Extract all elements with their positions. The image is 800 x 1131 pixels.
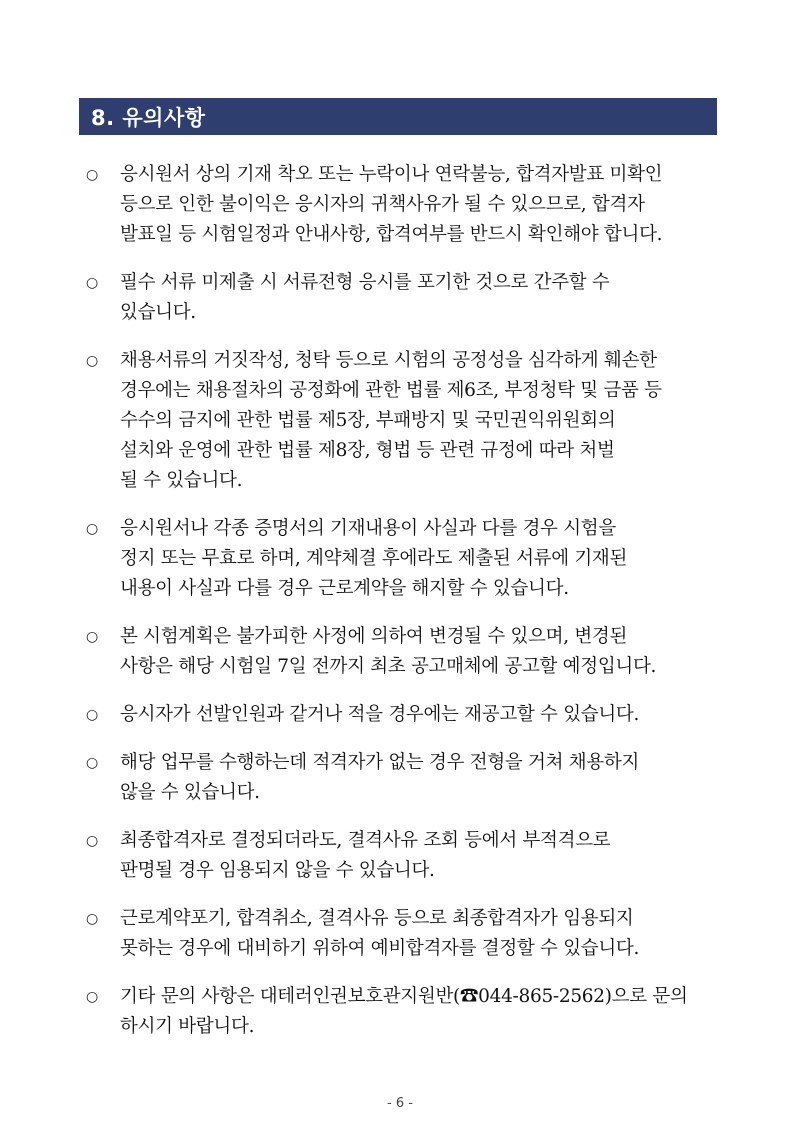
note-text-line: 않을 수 있습니다.: [120, 782, 260, 803]
note-text-line: 정지 또는 무효로 하며, 계약체결 후에라도 제출된 서류에 기재된: [120, 548, 628, 569]
circle-bullet-icon: ○: [86, 911, 99, 927]
note-item: [86, 160, 726, 250]
note-item: [86, 826, 726, 886]
note-text-line: 응시자가 선발인원과 같거나 적을 경우에는 재공고할 수 있습니다.: [120, 704, 640, 725]
note-item: [86, 268, 726, 328]
circle-bullet-icon: ○: [86, 167, 99, 183]
note-item: [86, 982, 726, 1042]
note-text-line: 있습니다.: [120, 302, 196, 323]
circle-bullet-icon: ○: [86, 353, 99, 369]
circle-bullet-icon: ○: [86, 989, 99, 1005]
section-header-bar: [79, 98, 717, 135]
note-text-line: 발표일 등 시험일정과 안내사항, 합격여부를 반드시 확인해야 합니다.: [120, 224, 663, 245]
note-text-line: 내용이 사실과 다를 경우 근로계약을 해지할 수 있습니다.: [120, 578, 569, 599]
note-text-line: 해당 업무를 수행하는데 적격자가 없는 경우 전형을 거쳐 채용하지: [120, 752, 640, 773]
circle-bullet-icon: ○: [86, 275, 99, 291]
note-item: [86, 514, 726, 604]
circle-bullet-icon: ○: [86, 521, 99, 537]
circle-bullet-icon: ○: [86, 707, 99, 723]
note-text-line: 필수 서류 미제출 시 서류전형 응시를 포기한 것으로 간주할 수: [120, 272, 610, 293]
note-text-line: 응시원서나 각종 증명서의 기재내용이 사실과 다를 경우 시험을: [120, 518, 616, 539]
note-text-line: 응시원서 상의 기재 착오 또는 누락이나 연락불능, 합격자발표 미확인: [120, 164, 663, 185]
note-item: [86, 622, 726, 682]
note-text-line: 못하는 경우에 대비하기 위하여 예비합격자를 결정할 수 있습니다.: [120, 938, 640, 959]
circle-bullet-icon: ○: [86, 755, 99, 771]
circle-bullet-icon: ○: [86, 833, 99, 849]
note-text-line: 하시기 바랍니다.: [120, 1016, 255, 1037]
notes-list: [86, 160, 726, 1060]
note-text-line: 될 수 있습니다.: [120, 470, 243, 491]
note-text-line: 경우에는 채용절차의 공정화에 관한 법률 제6조, 부정청탁 및 금품 등: [120, 380, 662, 401]
note-item: [86, 346, 726, 496]
note-text-line: 사항은 해당 시험일 7일 전까지 최초 공고매체에 공고할 예정입니다.: [120, 656, 657, 677]
note-text-line: 기타 문의 사항은 대테러인권보호관지원반(☎044-865-2562)으로 문의: [120, 986, 688, 1007]
page-number: - 6 -: [387, 1096, 413, 1111]
note-text-line: 채용서류의 거짓작성, 청탁 등으로 시험의 공정성을 심각하게 훼손한: [120, 350, 657, 371]
note-text-line: 등으로 인한 불이익은 응시자의 귀책사유가 될 수 있으므로, 합격자: [120, 194, 645, 215]
note-text-line: 근로계약포기, 합격취소, 결격사유 등으로 최종합격자가 임용되지: [120, 908, 634, 929]
note-text-line: 본 시험계획은 불가피한 사정에 의하여 변경될 수 있으며, 변경된: [120, 626, 628, 647]
note-text-line: 수수의 금지에 관한 법률 제5장, 부패방지 및 국민권익위원회의: [120, 410, 616, 431]
note-item: [86, 748, 726, 808]
note-item: [86, 904, 726, 964]
note-item: [86, 700, 726, 730]
circle-bullet-icon: ○: [86, 629, 99, 645]
note-text-line: 최종합격자로 결정되더라도, 결격사유 조회 등에서 부적격으로: [120, 830, 611, 851]
note-text-line: 설치와 운영에 관한 법률 제8장, 형법 등 관련 규정에 따라 처벌: [120, 440, 615, 461]
note-text-line: 판명될 경우 임용되지 않을 수 있습니다.: [120, 860, 435, 881]
section-title: 8. 유의사항: [91, 105, 206, 130]
